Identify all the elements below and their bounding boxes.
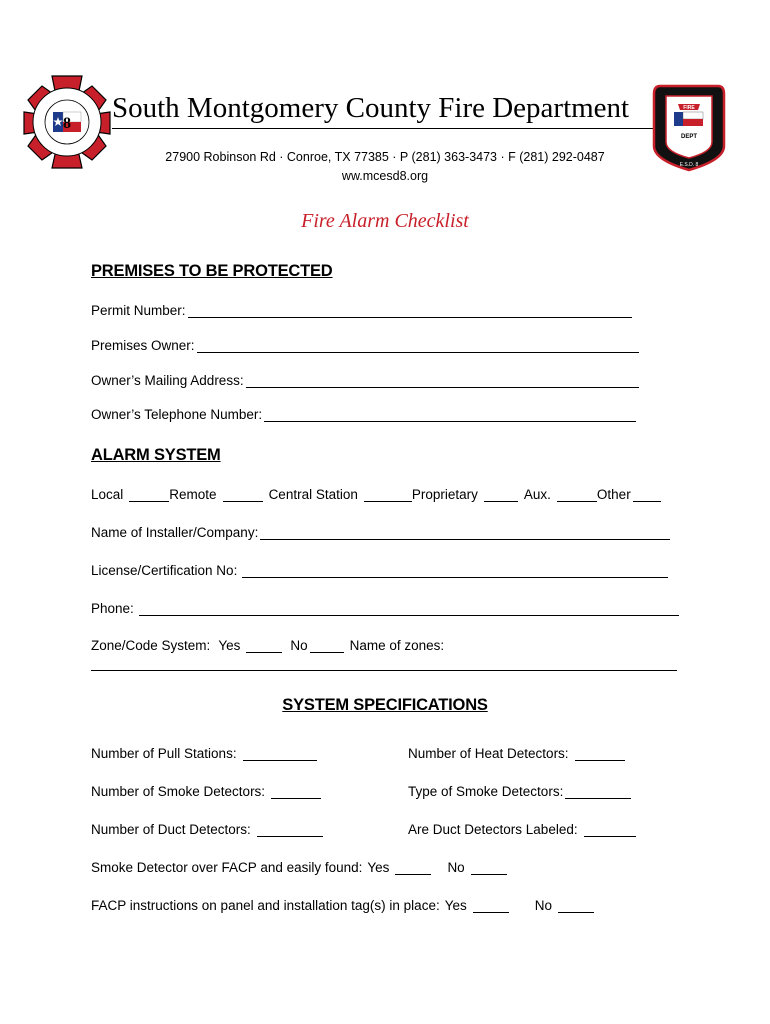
type-local-label: Local	[91, 487, 124, 502]
type-local-input[interactable]	[129, 489, 169, 502]
mailing-address-field	[91, 373, 639, 388]
zone-no-label: No	[290, 638, 308, 653]
smoke-detectors-field	[91, 784, 321, 799]
zone-no-input[interactable]	[310, 640, 344, 653]
facp-smoke-yes-input[interactable]	[395, 862, 431, 875]
premises-heading: PREMISES TO BE PROTECTED	[91, 262, 333, 280]
smoke-detectors-label: Number of Smoke Detectors:	[91, 784, 266, 799]
smoke-type-input[interactable]	[565, 786, 631, 799]
phone-label: Phone:	[91, 601, 134, 616]
facp-smoke-no-label: No	[447, 860, 465, 875]
patch-center-bottom: DEPT	[680, 134, 698, 140]
premises-owner-label: Premises Owner:	[91, 338, 195, 353]
installer-input[interactable]	[260, 527, 670, 540]
duct-detectors-label: Number of Duct Detectors:	[91, 822, 251, 837]
facp-smoke-label: Smoke Detector over FACP and easily found:	[91, 860, 363, 875]
zone-yes-input[interactable]	[246, 640, 282, 653]
mailing-address-input[interactable]	[246, 375, 639, 388]
heat-detectors-field	[408, 746, 625, 761]
pull-stations-input[interactable]	[243, 748, 317, 761]
installer-field	[91, 525, 670, 540]
facp-smoke-no-input[interactable]	[471, 862, 507, 875]
type-other-input[interactable]	[633, 489, 661, 502]
heat-detectors-input[interactable]	[575, 748, 625, 761]
duct-detectors-field	[91, 822, 323, 837]
department-name: South Montgomery County Fire Department	[112, 92, 630, 124]
facp-instructions-no-input[interactable]	[558, 900, 594, 913]
phone-input[interactable]	[139, 603, 679, 616]
facp-smoke-field	[91, 860, 507, 875]
address-line: 27900 Robinson Rd · Conroe, TX 77385 · P (281) 363-3473 · F (281) 292-0487	[165, 150, 605, 164]
duct-labeled-field	[408, 822, 636, 837]
permit-number-field	[91, 303, 632, 318]
telephone-field	[91, 407, 636, 422]
duct-labeled-label: Are Duct Detectors Labeled:	[408, 822, 578, 837]
license-input[interactable]	[242, 565, 668, 578]
type-remote-input[interactable]	[223, 489, 263, 502]
facp-instructions-yes-input[interactable]	[473, 900, 509, 913]
duct-detectors-input[interactable]	[257, 824, 323, 837]
website: ww.mcesd8.org	[341, 169, 429, 183]
installer-label: Name of Installer/Company:	[91, 525, 259, 540]
facp-instructions-no-label: No	[534, 898, 552, 913]
facp-instructions-label: FACP instructions on panel and installation tag(s) in place:	[91, 898, 440, 913]
facp-instructions-yes-label: Yes	[444, 898, 467, 913]
specifications-heading: SYSTEM SPECIFICATIONS	[282, 696, 488, 714]
telephone-label: Owner’s Telephone Number:	[91, 407, 263, 422]
permit-number-label: Permit Number:	[91, 303, 186, 318]
license-field	[91, 563, 668, 578]
type-central-station-label: Central Station	[268, 487, 358, 502]
premises-owner-field	[91, 338, 639, 353]
pull-stations-label: Number of Pull Stations:	[91, 746, 237, 761]
zone-names-label: Name of zones:	[349, 638, 445, 653]
telephone-input[interactable]	[264, 409, 636, 422]
zone-label: Zone/Code System:	[91, 638, 211, 653]
type-aux-label: Aux.	[523, 487, 551, 502]
patch-center-top: FIRE	[683, 105, 695, 111]
smoke-type-label: Type of Smoke Detectors:	[408, 784, 564, 799]
facp-instructions-field	[91, 898, 594, 913]
zone-field	[91, 638, 444, 653]
header-divider	[112, 128, 662, 129]
document-title: Fire Alarm Checklist	[301, 210, 469, 232]
type-proprietary-label: Proprietary	[411, 487, 478, 502]
facp-smoke-yes-label: Yes	[367, 860, 390, 875]
permit-number-input[interactable]	[188, 305, 632, 318]
pull-stations-field	[91, 746, 317, 761]
type-central-station-input[interactable]	[364, 489, 412, 502]
zone-names-input[interactable]	[91, 658, 677, 671]
patch-bottom-text: E.S.D. 8	[679, 162, 699, 168]
logo-number: 8	[63, 115, 71, 132]
type-aux-input[interactable]	[557, 489, 597, 502]
mailing-address-label: Owner’s Mailing Address:	[91, 373, 244, 388]
phone-field	[91, 601, 679, 616]
alarm-type-row	[91, 487, 661, 502]
smoke-type-field	[408, 784, 631, 799]
type-remote-label: Remote	[169, 487, 217, 502]
premises-owner-input[interactable]	[197, 340, 639, 353]
duct-labeled-input[interactable]	[584, 824, 636, 837]
alarm-system-heading: ALARM SYSTEM	[91, 446, 221, 464]
zone-yes-label: Yes	[218, 638, 241, 653]
type-proprietary-input[interactable]	[484, 489, 518, 502]
type-other-label: Other	[596, 487, 631, 502]
heat-detectors-label: Number of Heat Detectors:	[408, 746, 569, 761]
smoke-detectors-input[interactable]	[271, 786, 321, 799]
license-label: License/Certification No:	[91, 563, 238, 578]
